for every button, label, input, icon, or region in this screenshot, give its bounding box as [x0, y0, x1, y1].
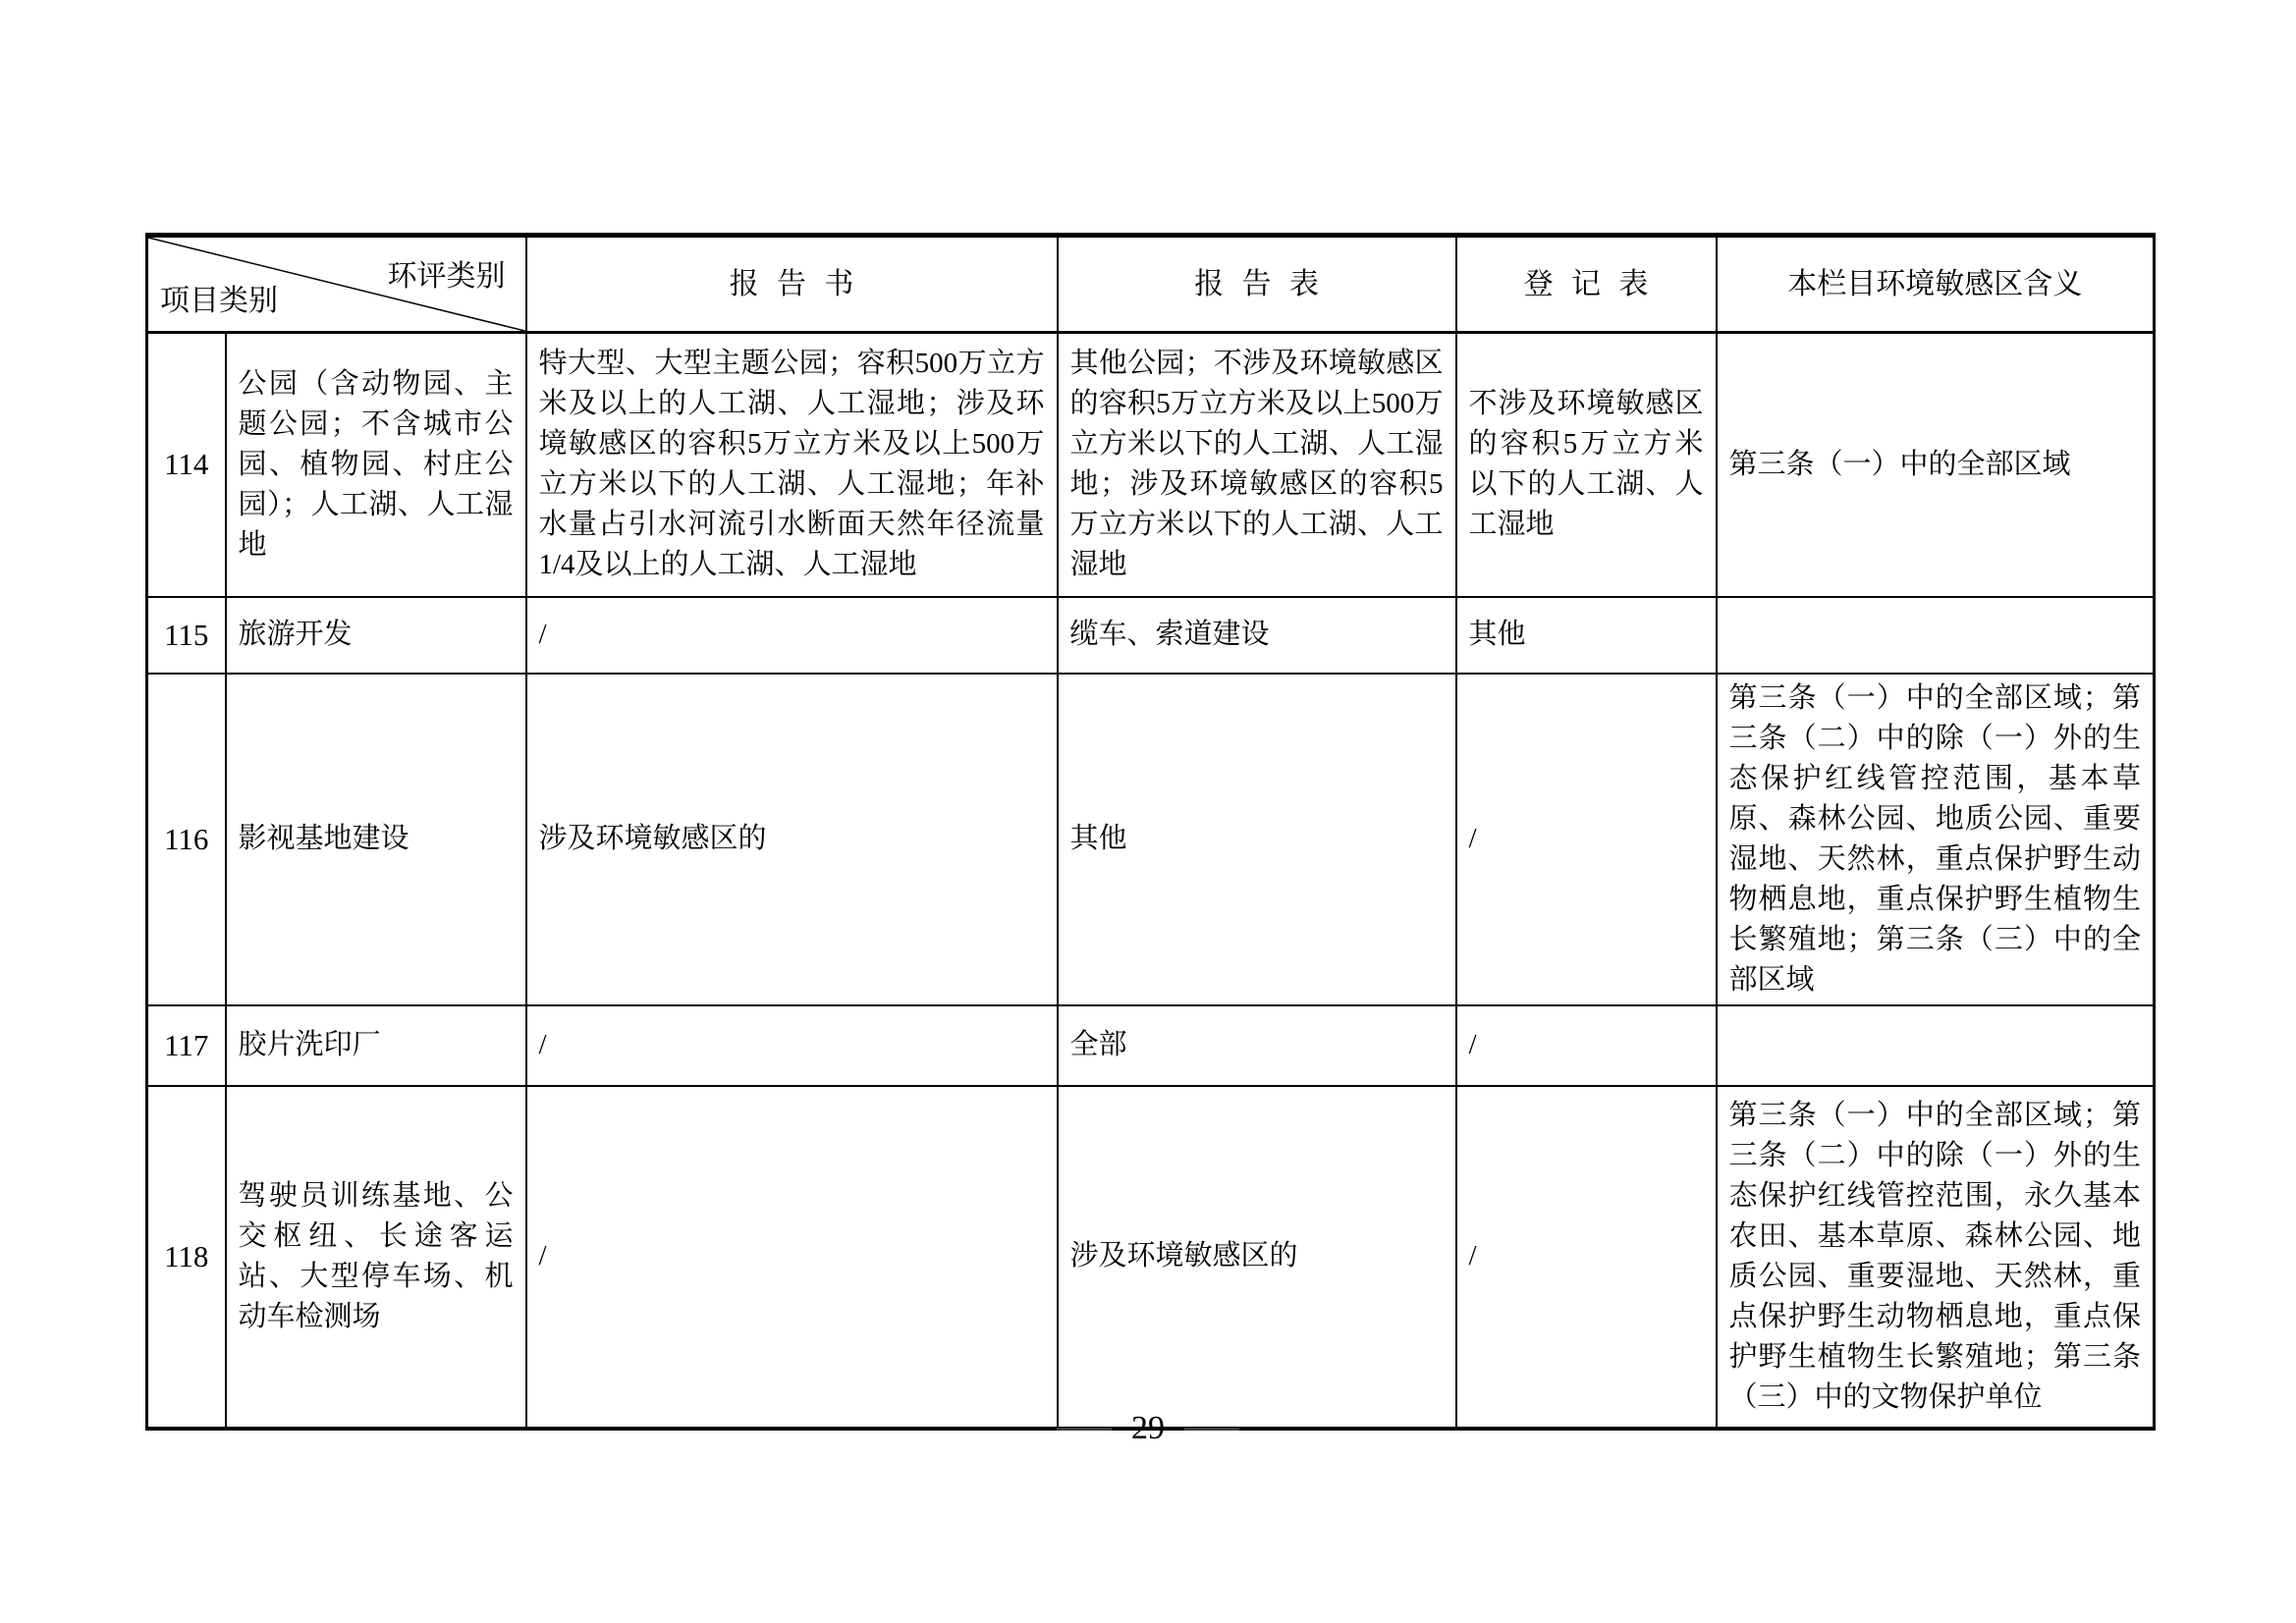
footer-right-dash — [1184, 1428, 1239, 1431]
page-number: 29 — [1131, 1410, 1165, 1446]
row-114-registration-form: 不涉及环境敏感区的容积5万立方米以下的人工湖、人工湿地 — [1456, 333, 1717, 597]
row-115-report-book: / — [526, 597, 1058, 674]
header-sensitive-zone: 本栏目环境敏感区含义 — [1717, 236, 2155, 333]
table-row-116 — [147, 674, 2155, 1005]
row-116-registration-form: / — [1456, 674, 1717, 1005]
diagonal-header-cell — [147, 236, 526, 333]
table-row-117 — [147, 1005, 2155, 1086]
table-row-118 — [147, 1086, 2155, 1429]
row-118-sensitive-zone: 第三条（一）中的全部区域；第三条（二）中的除（一）外的生态保护红线管控范围，永久基本农田、基本草原、森林公园、地质公园、重要湿地、天然林，重点保护野生动物栖息地，重点保护野生植物生长繁殖地；第三条（三）中的文物保护单位 — [1717, 1086, 2155, 1429]
header-project-category-label: 项目类别 — [160, 285, 278, 317]
row-115-category: 旅游开发 — [226, 597, 526, 674]
header-registration-form: 登 记 表 — [1456, 236, 1717, 333]
row-118-id: 118 — [147, 1086, 226, 1429]
eia-category-table — [145, 233, 2156, 1431]
table-header-row — [147, 236, 2155, 333]
row-116-sensitive-zone: 第三条（一）中的全部区域；第三条（二）中的除（一）外的生态保护红线管控范围，基本草原、森林公园、地质公园、重要湿地、天然林，重点保护野生动物栖息地，重点保护野生植物生长繁殖地；第三条（三）中的全部区域 — [1717, 674, 2155, 1005]
row-116-report-form: 其他 — [1058, 674, 1456, 1005]
row-114-id: 114 — [147, 333, 226, 597]
row-115-sensitive-zone — [1717, 597, 2155, 674]
row-117-id: 117 — [147, 1005, 226, 1086]
header-eia-category-label: 环评类别 — [387, 260, 506, 293]
row-116-category: 影视基地建设 — [226, 674, 526, 1005]
row-115-report-form: 缆车、索道建设 — [1058, 597, 1456, 674]
row-117-registration-form: / — [1456, 1005, 1717, 1086]
header-report-form: 报 告 表 — [1058, 236, 1456, 333]
row-114-category: 公园（含动物园、主题公园；不含城市公园、植物园、村庄公园）；人工湖、人工湿地 — [226, 333, 526, 597]
row-114-report-form: 其他公园；不涉及环境敏感区的容积5万立方米及以上500万立方米以下的人工湖、人工湿地；涉及环境敏感区的容积5万立方米以下的人工湖、人工湿地 — [1058, 333, 1456, 597]
row-116-report-book: 涉及环境敏感区的 — [526, 674, 1058, 1005]
page-footer — [0, 1412, 2296, 1445]
row-114-report-book: 特大型、大型主题公园；容积500万立方米及以上的人工湖、人工湿地；涉及环境敏感区的容积5万立方米及以上500万立方米以下的人工湖、人工湿地；年补水量占引水河流引水断面天然年径流量1/4及以上的人工湖、人工湿地 — [526, 333, 1058, 597]
row-118-registration-form: / — [1456, 1086, 1717, 1429]
row-118-report-book: / — [526, 1086, 1058, 1429]
footer-left-dash — [1057, 1428, 1112, 1431]
row-115-registration-form: 其他 — [1456, 597, 1717, 674]
row-118-report-form: 涉及环境敏感区的 — [1058, 1086, 1456, 1429]
row-117-sensitive-zone — [1717, 1005, 2155, 1086]
row-117-report-book: / — [526, 1005, 1058, 1086]
row-115-id: 115 — [147, 597, 226, 674]
table-row-114 — [147, 333, 2155, 597]
header-report-book: 报 告 书 — [526, 236, 1058, 333]
row-116-id: 116 — [147, 674, 226, 1005]
row-117-category: 胶片洗印厂 — [226, 1005, 526, 1086]
table-row-115 — [147, 597, 2155, 674]
row-117-report-form: 全部 — [1058, 1005, 1456, 1086]
row-114-sensitive-zone: 第三条（一）中的全部区域 — [1717, 333, 2155, 597]
row-118-category: 驾驶员训练基地、公交枢纽、长途客运站、大型停车场、机动车检测场 — [226, 1086, 526, 1429]
